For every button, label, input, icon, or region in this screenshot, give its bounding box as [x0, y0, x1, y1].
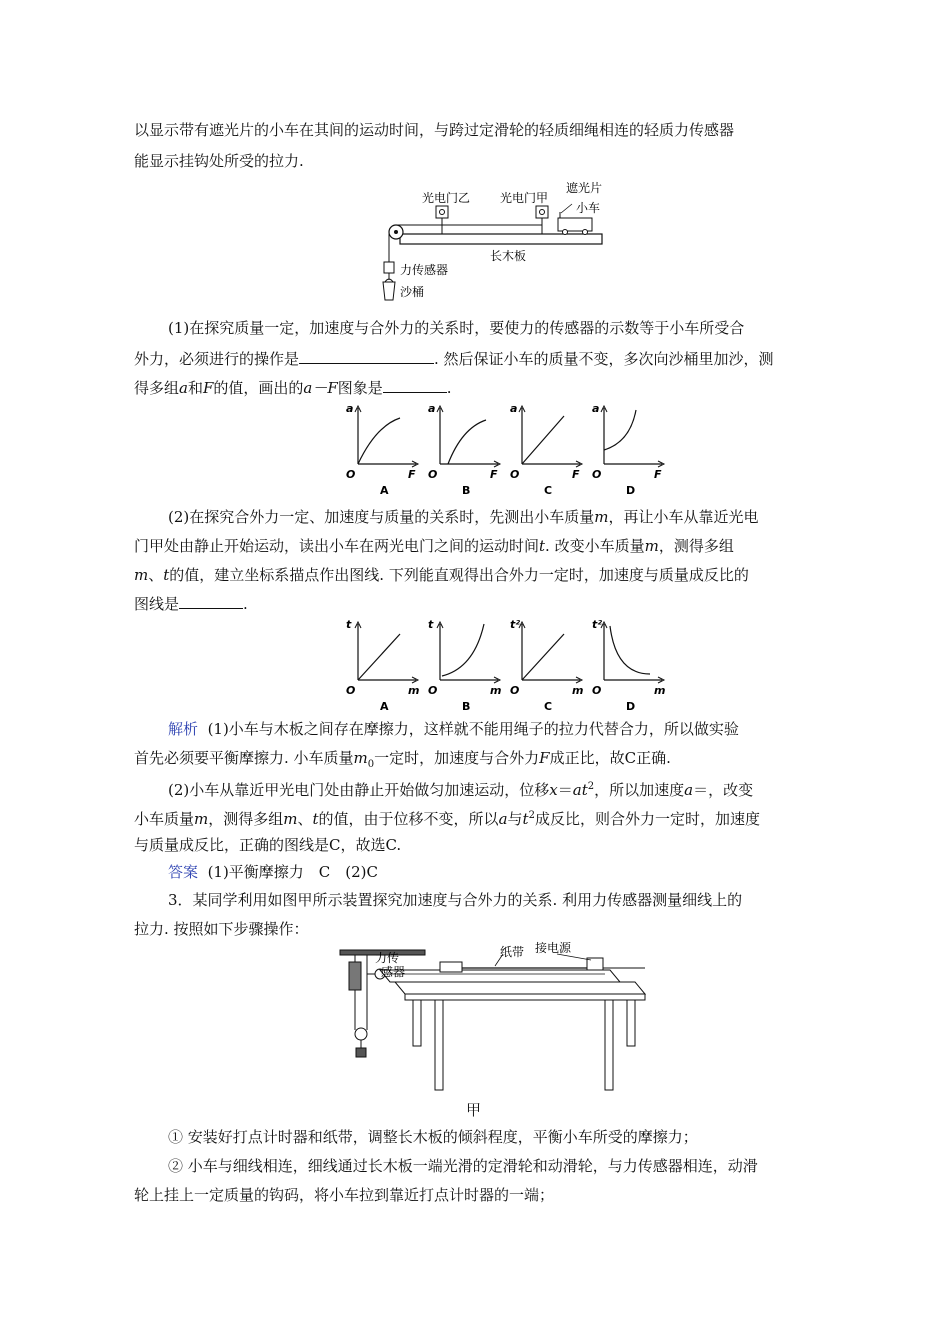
- y-axis-label: a: [592, 402, 600, 415]
- q1-line-1: (1)在探究质量一定，加速度与合外力的关系时，要使力的传感器的示数等于小车所受合: [168, 319, 745, 337]
- graph-option-A: [346, 618, 419, 713]
- answer-tag: 答案: [168, 863, 199, 881]
- graph-curve: [442, 624, 484, 676]
- intro-line-1: 以显示带有遮光片的小车在其间的运动时间，与跨过定滑轮的轻质细绳相连的轻质力传感器: [134, 121, 735, 139]
- q2-line-1: [168, 507, 858, 527]
- step-1: ① 安装好打点计时器和纸带，调整长木板的倾斜程度，平衡小车所受的摩擦力；: [168, 1128, 698, 1146]
- graph-option-D: [592, 402, 664, 497]
- origin-label: O: [428, 684, 438, 697]
- q2-text: 图线是: [134, 595, 180, 613]
- tape-label: 纸带: [500, 945, 525, 959]
- q2-text: (2)在探究合外力一定、加速度与质量的关系时，先测出小车质量: [168, 508, 595, 526]
- y-axis-label: t²: [592, 618, 603, 631]
- option-label: B: [462, 700, 471, 713]
- var-m: m: [594, 508, 609, 526]
- analysis-text: ＝: [557, 781, 573, 799]
- analysis-text: ，所以加速度: [594, 781, 685, 799]
- analysis-line-2: [134, 748, 824, 775]
- option-label: A: [380, 484, 389, 497]
- figure-caption: 甲: [466, 1101, 482, 1119]
- graph-option-D: [592, 618, 665, 713]
- a-F-graph-options: [340, 402, 660, 497]
- board-label: 长木板: [490, 249, 527, 263]
- analysis-text: 一定时，加速度与合外力: [374, 749, 540, 767]
- q2-text: 的值，建立坐标系描点作出图线. 下列能直观得出合外力一定时，加速度与质量成反比的: [169, 566, 749, 584]
- q1-line-2: [134, 349, 824, 369]
- answer-blank-2: [383, 378, 447, 393]
- graph-curve: [610, 626, 650, 674]
- origin-label: O: [510, 684, 520, 697]
- q1-text: 得多组: [134, 379, 180, 397]
- analysis-text: 首先必须要平衡摩擦力. 小车质量: [134, 749, 354, 767]
- cart-label: 小车: [576, 201, 601, 215]
- a-F-label: a－F: [303, 379, 338, 397]
- subscript: 0: [367, 759, 375, 770]
- x-axis-label: m: [572, 684, 584, 697]
- option-label: B: [462, 484, 471, 497]
- analysis-text: 与: [507, 810, 523, 828]
- bucket-label: 沙桶: [400, 285, 425, 299]
- x-axis-label: m: [408, 684, 420, 697]
- analysis-text: ＝，改变: [693, 781, 754, 799]
- var-F: F: [202, 379, 214, 397]
- analysis-text: (1)小车与木板之间存在摩擦力，这样就不能用绳子的拉力代替合力，所以做实验: [207, 720, 739, 738]
- analysis-text: 、: [297, 810, 313, 828]
- q2-text: . 改变小车质量: [545, 537, 645, 555]
- graph-curve: [522, 634, 564, 680]
- y-axis-label: a: [428, 402, 436, 415]
- x-axis-label: F: [490, 468, 498, 481]
- graph-option-C: [510, 402, 582, 497]
- option-label: A: [380, 700, 389, 713]
- graph-option-B: [428, 402, 500, 497]
- origin-label: O: [592, 684, 602, 697]
- origin-label: O: [510, 468, 520, 481]
- q2-text: ，测得多组: [658, 537, 734, 555]
- var-t: t: [312, 810, 319, 828]
- analysis-text: (2)小车从靠近甲光电门处由静止开始做匀加速运动，位移: [168, 781, 550, 799]
- answer-text: (1)平衡摩擦力 C (2)C: [207, 863, 379, 881]
- var-x: x: [549, 781, 558, 799]
- y-axis-label: a: [510, 402, 518, 415]
- q1-line-2-text: 外力，必须进行的操作是: [134, 350, 300, 368]
- analysis-text: 成反比，则合外力一定时，加速度: [534, 810, 760, 828]
- option-label: D: [626, 700, 636, 713]
- var-a: a: [684, 781, 694, 799]
- answer-blank-3: [179, 594, 243, 609]
- analysis-line-5: 与质量成反比，正确的图线是C，故选C.: [134, 836, 402, 854]
- var-at: at: [572, 781, 588, 799]
- analysis-line-1: [168, 719, 858, 739]
- var-m0: m: [353, 749, 368, 767]
- origin-label: O: [428, 468, 438, 481]
- x-axis-label: F: [408, 468, 416, 481]
- t-m-graph-options: [340, 618, 666, 713]
- origin-label: O: [346, 684, 356, 697]
- graph-curve: [604, 410, 636, 450]
- var-m: m: [283, 810, 298, 828]
- q2-line-3: [134, 565, 824, 585]
- q3-line-1: 3．某同学利用如图甲所示装置探究加速度与合外力的关系. 利用力传感器测量细线上的: [168, 891, 743, 909]
- sensor-label-1: 力传: [375, 951, 400, 965]
- var-m: m: [134, 566, 149, 584]
- analysis-line-4: [134, 806, 824, 829]
- var-a: a: [179, 379, 188, 397]
- option-label: C: [544, 700, 553, 713]
- var-a: a: [498, 810, 508, 828]
- q2-text: 、: [148, 566, 164, 584]
- q1-text: 的值，画出的: [213, 379, 304, 397]
- answer-blank-1: [299, 349, 434, 364]
- q1-text: 和: [187, 379, 203, 397]
- q1-line-2-text-b: . 然后保证小车的质量不变，多次向沙桶里加沙，测: [434, 350, 774, 368]
- q2-text: 门甲处由静止开始运动，读出小车在两光电门之间的运动时间: [134, 537, 540, 555]
- analysis-text: ，测得多组: [208, 810, 284, 828]
- origin-label: O: [592, 468, 602, 481]
- photogate-apparatus-figure: [380, 182, 640, 312]
- power-label: 接电源: [535, 941, 572, 955]
- sensor-label: 力传感器: [400, 263, 449, 277]
- superscript: 2: [587, 781, 595, 792]
- analysis-tag: 解析: [168, 720, 199, 738]
- graph-curve: [358, 634, 400, 680]
- gate-a-label: 光电门甲: [500, 191, 549, 205]
- shade-label: 遮光片: [566, 181, 603, 195]
- option-label: C: [544, 484, 553, 497]
- var-t: t: [522, 810, 529, 828]
- var-t: t: [539, 537, 546, 555]
- option-label: D: [626, 484, 636, 497]
- graph-curve: [358, 418, 400, 464]
- var-m: m: [194, 810, 209, 828]
- analysis-text: 成正比，故C正确.: [549, 749, 671, 767]
- x-axis-label: m: [654, 684, 666, 697]
- y-axis-label: t: [346, 618, 352, 631]
- q1-text: .: [446, 379, 452, 397]
- y-axis-label: t²: [510, 618, 521, 631]
- sensor-label-2: 感器: [381, 965, 406, 979]
- cart-pulley-apparatus-figure: [335, 941, 655, 1092]
- graph-option-C: [510, 618, 583, 713]
- answer-line: [168, 862, 858, 882]
- analysis-line-3: [168, 777, 858, 800]
- graph-curve: [448, 420, 486, 464]
- superscript: 2: [528, 810, 535, 821]
- x-axis-label: m: [490, 684, 502, 697]
- q2-line-4: [134, 594, 824, 614]
- var-m: m: [644, 537, 659, 555]
- var-t: t: [163, 566, 170, 584]
- var-F: F: [539, 749, 550, 767]
- step-2-line-2: 轮上挂上一定质量的钩码，将小车拉到靠近打点计时器的一端；: [134, 1186, 555, 1204]
- x-axis-label: F: [572, 468, 580, 481]
- origin-label: O: [346, 468, 356, 481]
- intro-line-2: 能显示挂钩处所受的拉力.: [134, 152, 304, 170]
- x-axis-label: F: [654, 468, 662, 481]
- graph-option-A: [346, 402, 418, 497]
- q2-text: .: [243, 595, 248, 613]
- q3-line-2: 拉力. 按照如下步骤操作：: [134, 920, 309, 938]
- analysis-text: 的值，由于位移不变，所以: [318, 810, 499, 828]
- step-2-line-1: ② 小车与细线相连，细线通过长木板一端光滑的定滑轮和动滑轮，与力传感器相连，动滑: [168, 1157, 758, 1175]
- q1-line-3: [134, 378, 824, 398]
- y-axis-label: a: [346, 402, 354, 415]
- gate-b-label: 光电门乙: [422, 191, 471, 205]
- y-axis-label: t: [428, 618, 434, 631]
- graph-curve: [522, 416, 564, 464]
- q2-line-2: [134, 536, 824, 556]
- graph-option-B: [428, 618, 501, 713]
- q1-text: 图象是: [337, 379, 383, 397]
- q2-text: ，再让小车从靠近光电: [608, 508, 759, 526]
- analysis-text: 小车质量: [134, 810, 195, 828]
